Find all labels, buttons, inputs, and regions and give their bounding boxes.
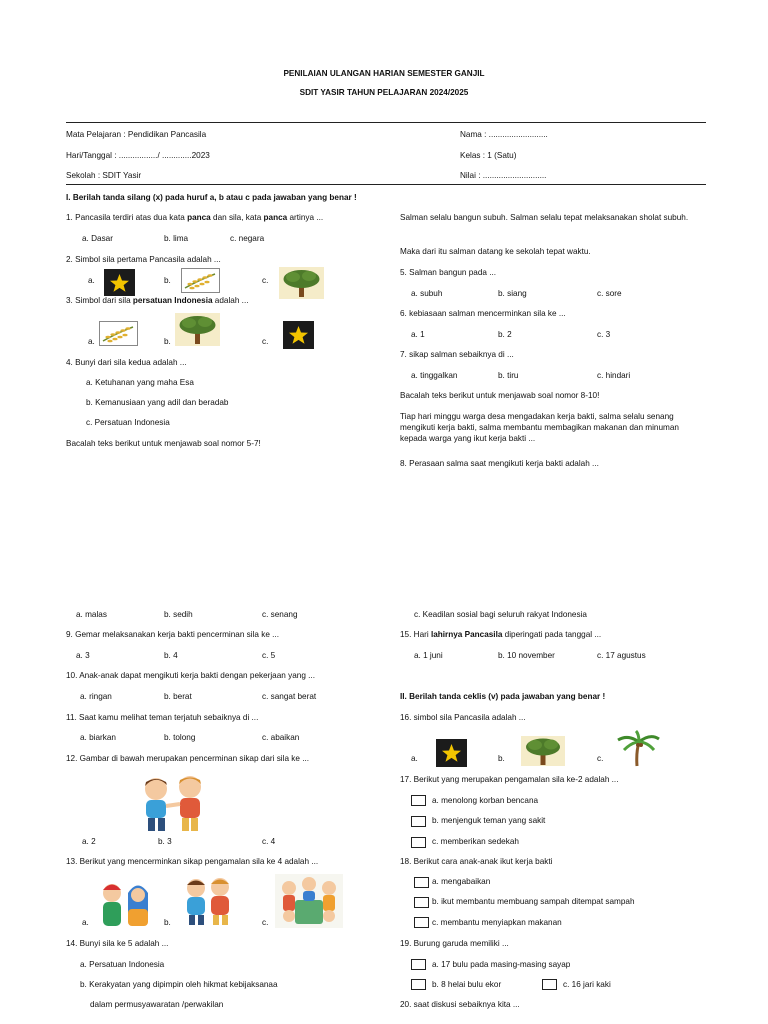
story-salman-1: Salman selalu bangun subuh. Salman selalu tepat melaksanakan sholat subuh. [400,213,689,222]
q11-option-b: b. tolong [164,733,196,742]
q16-option-a: a. [411,754,418,763]
question-9: 9. Gemar melaksanakan kerja bakti pencerminan sila ke ... [66,630,279,639]
children-talking-illustration [178,874,238,926]
q17-checkbox-a[interactable] [411,795,426,806]
title-line-1: PENILAIAN ULANGAN HARIAN SEMESTER GANJIL [283,69,485,78]
question-2: 2. Simbol sila pertama Pancasila adalah ... [66,255,221,264]
q10-option-c: c. sangat berat [262,692,317,701]
q1-option-b: b. lima [164,234,189,243]
question-4: 4. Bunyi dari sila kedua adalah ... [66,358,187,367]
q4-option-c: c. Persatuan Indonesia [86,418,170,427]
score-field: Nilai : ............................ [460,171,547,180]
q11-option-a: a. biarkan [80,733,116,742]
q6-option-b: b. 2 [498,330,512,339]
story-salma: Tiap hari minggu warga desa mengadakan kerja bakti, salma selalu senang mengikuti kerja bakti, salma membantu membagikan makanan dan minuman kepada warga yang ikut kerja bakti ... [400,412,679,443]
rice-cotton-icon [181,268,220,293]
q19-checkbox-a[interactable] [411,959,426,970]
q6-option-a: a. 1 [411,330,425,339]
star-icon [104,269,135,296]
q4-option-b: b. Kemanusiaan yang adil dan beradab [86,398,229,407]
q4-option-a: a. Ketuhanan yang maha Esa [86,378,194,387]
q19-option-c: c. 16 jari kaki [563,980,611,989]
coconut-tree-icon [614,730,662,767]
subject-field: Mata Pelajaran : Pendidikan Pancasila [66,130,207,139]
q15-option-b: b. 10 november [498,651,555,660]
date-field: Hari/Tanggal : ................./ .............2023 [66,151,210,160]
q3-option-a: a. [88,337,95,346]
banyan-tree-icon [175,313,220,346]
q12-option-c: c. 4 [262,837,276,846]
question-17: 17. Berikut yang merupakan pengamalan sila ke-2 adalah ... [400,775,619,784]
q2-option-a: a. [88,276,95,285]
q19-checkbox-c[interactable] [542,979,557,990]
children-praying-illustration [95,877,155,929]
q2-option-b: b. [164,276,171,285]
q15-option-a: a. 1 juni [414,651,443,660]
q2-option-c: c. [262,276,269,285]
q17-option-b: b. menjenguk teman yang sakit [432,816,546,825]
q16-option-c: c. [597,754,604,763]
q17-option-a: a. menolong korban bencana [432,796,539,805]
q8-option-b: b. sedih [164,610,193,619]
question-3: 3. Simbol dari sila persatuan Indonesia adalah ... [66,296,249,305]
question-14: 14. Bunyi sila ke 5 adalah ... [66,939,169,948]
q7-option-b: b. tiru [498,371,519,380]
q19-option-b: b. 8 helai bulu ekor [432,980,502,989]
rice-cotton-icon [99,321,138,346]
q7-option-a: a. tinggalkan [411,371,458,380]
question-5: 5. Salman bangun pada ... [400,268,497,277]
banyan-tree-icon [279,267,324,299]
q5-option-c: c. sore [597,289,622,298]
star-icon [436,739,467,767]
title-line-2: SDIT YASIR TAHUN PELAJARAN 2024/2025 [299,88,469,97]
school-field: Sekolah : SDIT Yasir [66,171,142,180]
q19-checkbox-b[interactable] [411,979,426,990]
question-18: 18. Berikut cara anak-anak ikut kerja bakti [400,857,553,866]
q18-checkbox-b[interactable] [414,897,429,908]
divider-info [66,184,706,185]
divider-top [66,122,706,123]
q9-option-a: a. 3 [76,651,90,660]
children-helping-illustration [128,772,220,834]
q12-option-a: a. 2 [82,837,96,846]
q5-option-b: b. siang [498,289,527,298]
q10-option-b: b. berat [164,692,192,701]
q3-option-b: b. [164,337,171,346]
question-12: 12. Gambar di bawah merupakan pencerminan sikap dari sila ke ... [66,754,310,763]
q7-option-c: c. hindari [597,371,631,380]
section-1-heading: I. Berilah tanda silang (x) pada huruf a, b atau c pada jawaban yang benar ! [66,193,357,202]
q8-option-c: c. senang [262,610,298,619]
q19-option-a: a. 17 bulu pada masing-masing sayap [432,960,571,969]
q16-option-b: b. [498,754,505,763]
reading-instruction-5-7: Bacalah teks berikut untuk menjawab soal nomor 5-7! [66,439,261,448]
q3-option-c: c. [262,337,269,346]
q15-option-c: c. 17 agustus [597,651,646,660]
name-field: Nama : .......................... [460,130,548,139]
question-11: 11. Saat kamu melihat teman terjatuh sebaiknya di ... [66,713,259,722]
question-20: 20. saat diskusi sebaiknya kita ... [400,1000,520,1009]
q13-option-c: c. [262,918,269,927]
q9-option-b: b. 4 [164,651,178,660]
q13-option-a: a. [82,918,89,927]
q9-option-c: c. 5 [262,651,276,660]
q5-option-a: a. subuh [411,289,443,298]
q14-option-b: b. Kerakyatan yang dipimpin oleh hikmat kebijaksanaa [80,980,278,989]
question-19: 19. Burung garuda memiliki ... [400,939,509,948]
question-1: 1. Pancasila terdiri atas dua kata panca dan sila, kata panca artinya ... [66,213,324,222]
question-13: 13. Berikut yang mencerminkan sikap pengamalan sila ke 4 adalah ... [66,857,319,866]
section-2-heading: II. Berilah tanda ceklis (v) pada jawaban yang benar ! [400,692,606,701]
q18-option-b: b. ikut membantu membuang sampah ditempat sampah [432,897,635,906]
q17-checkbox-b[interactable] [411,816,426,827]
q10-option-a: a. ringan [80,692,112,701]
class-field: Kelas : 1 (Satu) [460,151,517,160]
question-8: 8. Perasaan salma saat mengikuti kerja bakti adalah ... [400,459,599,468]
q18-option-c: c. membantu menyiapkan makanan [432,918,562,927]
question-7: 7. sikap salman sebaiknya di ... [400,350,514,359]
q17-checkbox-c[interactable] [411,837,426,848]
q1-option-c: c. negara [230,234,265,243]
q6-option-c: c. 3 [597,330,611,339]
question-10: 10. Anak-anak dapat mengikuti kerja bakti dengan pekerjaan yang ... [66,671,315,680]
question-16: 16. simbol sila Pancasila adalah ... [400,713,526,722]
q18-option-a: a. mengabaikan [432,877,491,886]
q12-option-b: b. 3 [158,837,172,846]
reading-instruction-8-10: Bacalah teks berikut untuk menjawab soal nomor 8-10! [400,391,600,400]
question-6: 6. kebiasaan salman mencerminkan sila ke ... [400,309,566,318]
story-salman-2: Maka dari itu salman datang ke sekolah tepat waktu. [400,247,591,256]
q8-option-a: a. malas [76,610,107,619]
q14-option-a: a. Persatuan Indonesia [80,960,165,969]
q18-checkbox-a[interactable] [414,877,429,888]
children-discussing-illustration [275,874,343,928]
q18-checkbox-c[interactable] [414,917,429,928]
banyan-tree-icon [521,736,565,766]
q11-option-c: c. abaikan [262,733,300,742]
q1-option-a: a. Dasar [82,234,113,243]
q13-option-b: b. [164,918,171,927]
q14-option-b-continued: dalam permusyawaratan /perwakilan [90,1000,224,1009]
star-icon [283,321,314,349]
q14-option-c: c. Keadilan sosial bagi seluruh rakyat Indonesia [414,610,587,619]
question-15: 15. Hari lahirnya Pancasila diperingati pada tanggal ... [400,630,602,639]
q17-option-c: c. memberikan sedekah [432,837,519,846]
